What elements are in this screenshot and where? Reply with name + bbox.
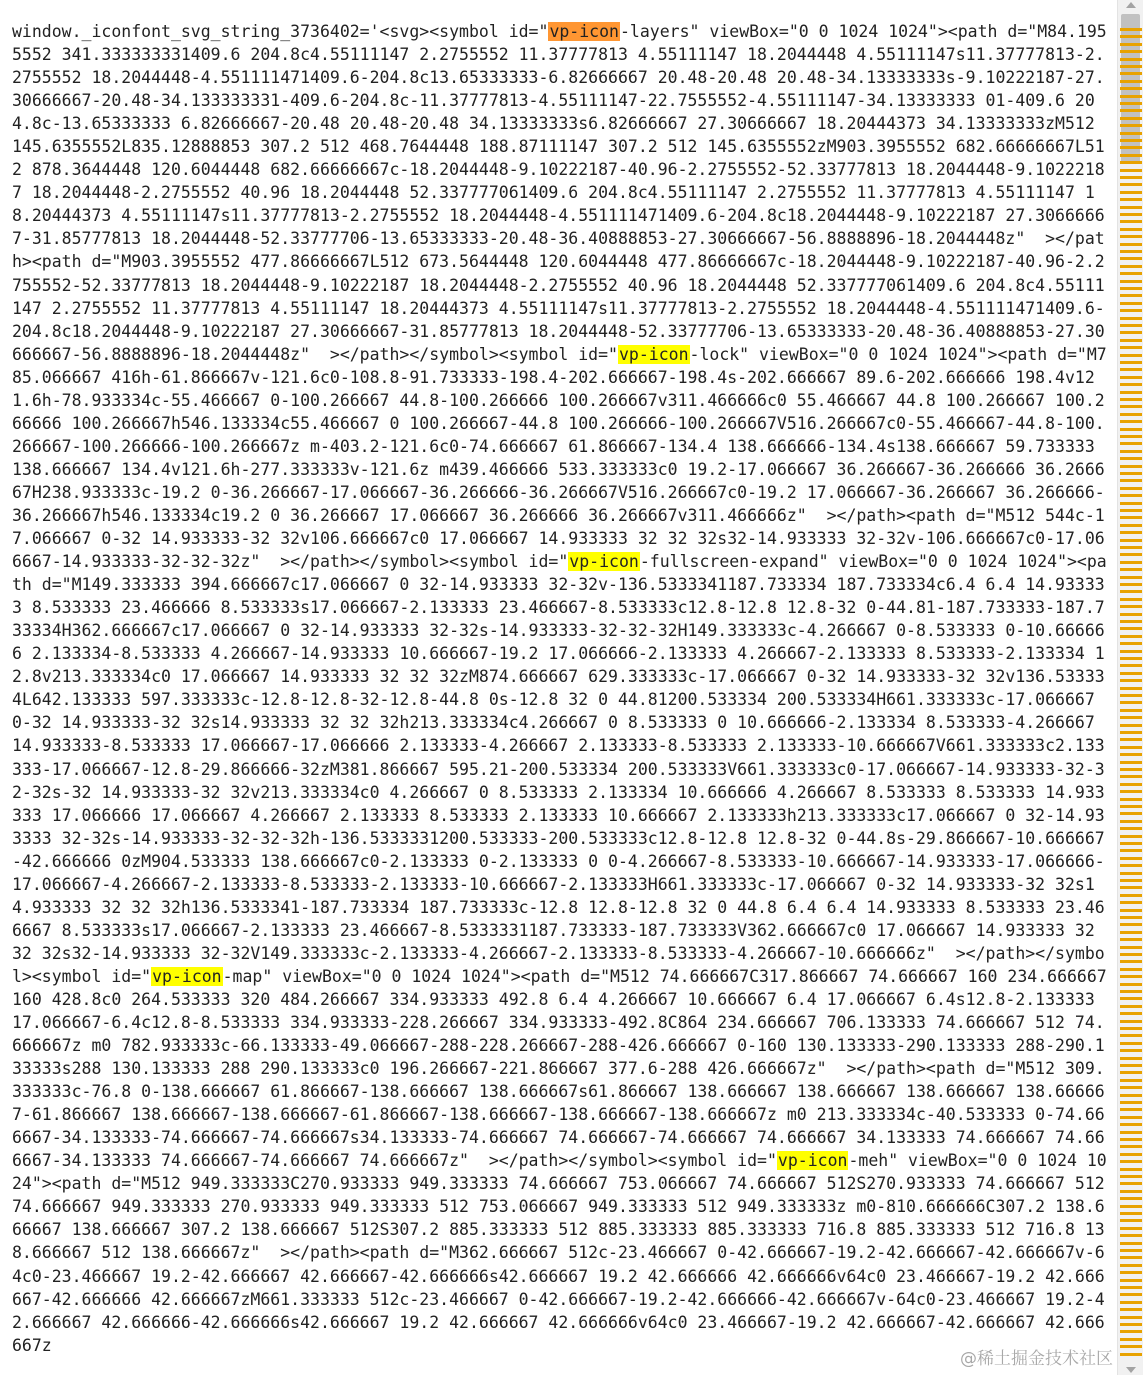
scroll-match-marker [1120,798,1142,801]
scroll-match-marker [1120,1057,1142,1060]
scroll-match-marker [1120,1182,1142,1185]
scroll-match-marker [1120,87,1142,90]
code-segment: window._iconfont_svg_string_3736402='<svg><symbol id=" [12,22,549,41]
scroll-match-marker [1120,95,1142,98]
scroll-match-marker [1120,1219,1142,1222]
scroll-match-marker [1120,531,1142,534]
scroll-match-marker [1120,1027,1142,1030]
scroll-match-marker [1120,968,1142,971]
code-segment: -lock" viewBox="0 0 1024 1024"><path d="M785.066667 416h-61.866667v-121.6c0-108.8-91.733333-198.4-202.666667-198.4s-202.666667 89.6-202.666666 198.4v121.6h-78.933334c-55.466667 0-100.266667 44.8-100.266666 100.266667v311.466666c0 55.466667 44.8 100.266667 100.266666 100.266667h546.133334c55.466667 0 100.266667-44.8 100.266666-100.266667V516.266667c0-55.466667-44.8-100.266667-100.266666-100.266667z m-403.2-121.6c0-74.666667 61.866667-134.4 138.666666-134.4s138.666667 59.733333 138.666667 134.4v121.6h-277.333333v-121.6z m439.466666 533.333333c0 19.2-17.066667 36.266667-36.266666 36.266667H238.933333c-19.2 0-36.266667-17.066667-36.266666-36.266667V516.266667c0-19.2 17.066667-36.266667 36.266666-36.266667h546.133334c19.2 0 36.266667 17.066667 36.266666 36.266667v311.466666z" ></path><path d="M512 544c-17.066667 0-32 14.933333-32 32v106.666667c0 17.066667 14.933333 32 32 32s32-14.933333 32-32v-106.666667c0-17.066667-14.933333-32-32-32z" ></path></symbol><symbol id=" [12,344,1107,572]
scroll-match-marker [1120,1242,1142,1245]
scroll-match-marker [1120,413,1142,416]
scroll-match-marker [1120,879,1142,882]
scroll-match-marker [1120,243,1142,246]
scroll-match-marker [1120,783,1142,786]
scroll-match-marker [1120,376,1142,379]
scroll-match-marker [1120,620,1142,623]
scroll-match-marker [1120,102,1142,105]
scroll-match-marker [1120,938,1142,941]
search-match: vp-icon [777,1151,848,1171]
scroll-match-marker [1120,1131,1142,1134]
scroll-match-marker [1120,849,1142,852]
scroll-match-marker [1120,1190,1142,1193]
scroll-match-marker [1120,1168,1142,1171]
scroll-match-marker [1120,198,1142,201]
scroll-match-marker [1120,842,1142,845]
scroll-match-marker [1120,465,1142,468]
scroll-match-marker [1120,442,1142,445]
scroll-match-marker [1120,738,1142,741]
scroll-match-marker [1120,790,1142,793]
scroll-match-marker [1120,169,1142,172]
scroll-match-marker [1120,1175,1142,1178]
scroll-match-marker [1120,1034,1142,1037]
scroll-match-marker [1120,613,1142,616]
scroll-match-marker [1120,546,1142,549]
code-segment: -map" viewBox="0 0 1024 1024"><path d="M512 74.666667C317.866667 74.666667 160 234.666667 160 428.8c0 264.533333 320 484.266667 334.933333 492.8 6.4 4.266667 10.666667 6.4 17.066667 6.4s12.8-2.133333 17.066667-6.4c12.8-8.533333 334.933333-228.266667 334.933333-492.8C864 234.666667 706.133333 74.666667 512 74.666667z m0 782.933333c-66.133333-49.066667-288-228.266667-288-426.666667 0-160 130.133333-290.133333 288-290.133333s288 130.133333 288 290.133333c0 196.266667-221.866667 377.6-288 426.666667z" ></path><path d="M512 309.333333c-76.8 0-138.666667 61.866667-138.666667 138.666667s61.866667 138.666667 138.666667 138.666667 138.666667-61.866667 138.666667-138.666667-61.866667-138.666667-138.666667-138.666667z m0 213.333334c-40.533333 0-74.666667-34.133333-74.666667-74.666667s34.133333-74.666667 74.666667-74.666667 74.666667 34.133333 74.666667 74.666667-34.133333 74.666667-74.666667 74.666667z" ></path></symbol><symbol id=" [12,966,1117,1171]
scroll-match-marker [1120,250,1142,253]
scroll-match-marker [1120,1286,1142,1289]
scroll-match-marker [1120,687,1142,690]
scroll-match-marker [1120,420,1142,423]
scroll-match-marker [1120,709,1142,712]
scroll-match-marker [1120,1279,1142,1282]
scroll-match-marker [1120,479,1142,482]
scroll-match-marker [1120,28,1142,31]
code-segment: -fullscreen-expand" viewBox="0 0 1024 1024"><path d="M149.333333 394.666667c17.066667 0 32-14.933333 32-32v-136.5333341187.733334 187.733334c6.4 6.4 14.933333 8.533333 23.466666 8.533333s17.066667-2.133333 23.466667-8.533333c12.8-12.8 12.8-32 0-44.81-187.733333-187.733334H362.666667c17.066667 0 32-14.933333 32-32s-14.933333-32-32-32H149.333333c-4.266667 0-8.533333 0-10.666666 2.133334-8.533333 4.266667-14.933333 10.666667-19.2 17.066666-2.133333 4.266667-2.133333 8.533333-2.133334 12.8v213.333334c0 17.066667 14.933333 32 32 32zM874.666667 629.333333c-17.066667 0-32 14.933333-32 32v136.533334L642.133333 597.333333c-12.8-12.8-32-12.8-44.8 0s-12.8 32 0 44.81200.533334 200.533334H661.333333c-17.066667 0-32 14.933333-32 32s14.933333 32 32 32h213.333334c4.266667 0 8.533333 0 10.666666-2.133334 8.533333-4.266667 14.933333-8.533333 17.066667-17.066666 2.133333-4.266667 2.133333-8.533333 2.133333-10.666667V661.333333c2.133333-17.066667-12.8-29.866666-32zM381.866667 595.21-200.533334 200.533333V661.333333c0-17.066667-14.933333-32-32-32s-32 14.933333-32 32v213.333334c0 4.266667 0 8.533333 2.133334 10.666666 4.266667 8.533333 8.533333 14.933333 17.066666 17.066667 4.266667 2.133333 8.533333 2.133333 10.666667 2.133333h213.333333c17.066667 0 32-14.933333 32-32s-14.933333-32-32-32h-136.5333331200.533333-200.533333c12.8-12.8 12.8-32 0-44.8s-29.866667-10.666667-42.666666 0zM904.533333 138.666667c0-2.133333 0-2.133333 0 0-4.266667-8.533333-10.666667-14.933333-17.066666-17.066667-4.266667-2.133333-8.533333-2.133333-10.666667-2.133333H661.333333c-17.066667 0-32 14.933333-32 32s14.933333 32 32 32h136.5333341-187.733334 187.733333c-12.8 12.8-12.8 32 0 44.8 6.4 6.4 14.933333 8.533333 23.466667 8.533333s17.066667-2.133333 23.466667-8.5333331187.733333-187.733333V362.666667c0 17.066667 14.933333 32 32 32s32-14.933333 32-32V149.333333c-2.133333-4.266667-2.133333-8.533333-4.266667-10.666666z" ></path></symbol><symbol id=" [12,552,1107,986]
scroll-match-marker [1120,590,1142,593]
scroll-match-marker [1120,309,1142,312]
scroll-match-marker [1120,346,1142,349]
scroll-match-marker [1120,1264,1142,1267]
scroll-match-marker [1120,1086,1142,1089]
scroll-match-marker [1120,672,1142,675]
scroll-match-marker [1120,983,1142,986]
scroll-match-marker [1120,820,1142,823]
scroll-match-marker [1120,1308,1142,1311]
scroll-match-marker [1120,894,1142,897]
scroll-match-marker [1120,339,1142,342]
scroll-match-marker [1120,953,1142,956]
scroll-match-marker [1120,901,1142,904]
scroll-match-marker [1120,1234,1142,1237]
scroll-match-marker [1120,746,1142,749]
scroll-match-marker [1120,960,1142,963]
scroll-match-marker [1120,990,1142,993]
watermark: @稀土掘金技术社区 [960,1349,1113,1369]
scroll-match-marker [1120,1049,1142,1052]
scroll-match-marker [1120,109,1142,112]
scroll-match-marker [1120,1256,1142,1259]
scroll-match-marker [1120,642,1142,645]
scroll-match-marker [1120,1227,1142,1230]
scroll-match-marker [1120,1323,1142,1326]
scroll-match-marker [1120,753,1142,756]
scroll-match-marker [1120,583,1142,586]
scroll-match-marker [1120,1145,1142,1148]
scroll-match-marker [1120,1138,1142,1141]
scroll-match-marker [1120,1153,1142,1156]
scroll-match-marker [1120,1116,1142,1119]
scroll-match-marker [1120,265,1142,268]
scroll-match-marker [1120,650,1142,653]
scroll-match-marker [1120,605,1142,608]
scroll-match-marker [1120,472,1142,475]
scroll-match-marker [1120,457,1142,460]
scroll-match-marker [1120,435,1142,438]
scroll-match-marker [1120,391,1142,394]
scroll-match-marker [1120,923,1142,926]
scroll-down-arrow-icon[interactable] [1126,1367,1136,1373]
code-text [12,20,1117,1357]
scroll-match-marker [1120,1020,1142,1023]
scroll-match-marker [1120,1101,1142,1104]
scroll-match-marker [1120,568,1142,571]
scroll-match-marker [1120,694,1142,697]
search-match: vp-icon [152,966,222,986]
scroll-match-marker [1120,317,1142,320]
search-match: vp-icon [569,552,639,572]
scroll-match-marker [1120,65,1142,68]
scroll-match-marker [1120,1071,1142,1074]
scroll-match-marker [1120,398,1142,401]
scroll-match-marker [1120,598,1142,601]
scroll-match-marker [1120,1330,1142,1333]
scroll-match-marker [1120,701,1142,704]
scroll-match-marker [1120,931,1142,934]
scroll-match-marker [1120,43,1142,46]
scroll-match-marker [1120,1079,1142,1082]
scroll-match-marker [1120,946,1142,949]
scroll-match-marker [1120,539,1142,542]
scroll-match-marker [1120,176,1142,179]
scroll-match-marker [1120,428,1142,431]
scroll-match-marker [1120,117,1142,120]
scroll-match-marker [1120,812,1142,815]
scroll-match-marker [1120,191,1142,194]
scroll-match-marker [1120,1012,1142,1015]
scroll-match-marker [1120,502,1142,505]
scroll-match-marker [1120,835,1142,838]
scroll-match-marker [1120,1108,1142,1111]
scroll-match-marker [1120,146,1142,149]
scroll-match-marker [1120,627,1142,630]
scroll-match-marker [1120,206,1142,209]
scroll-match-marker [1120,361,1142,364]
code-segment: -layers" viewBox="0 0 1024 1024"><path d="M84.1955552 341.333333331409.6 204.8c4.55111147 2.2755552 11.37777813 4.55111147 18.2044448 4.55111147s11.37777813-2.2755552 18.2044448-4.551111471409.6-204.8c13.65333333-6.82666667 20.48-20.48 20.48-34.13333333s-9.10222187-27.30666667-20.48-34.133333331-409.6-204.8c-11.37777813-4.55111147-22.7555552-4.55111147-34.13333333 01-409.6 204.8c-13.65333333 6.82666667-20.48 20.48-20.48 34.13333333s6.82666667 27.30666667 18.20444373 34.13333333zM512 145.6355552L835.12888853 307.2 512 468.7644448 188.87111147 307.2 512 145.6355552zM903.3955552 682.66666667L512 878.3644448 120.6044448 682.66666667c-18.2044448-9.10222187-40.96-2.2755552-52.33777813 18.2044448-9.10222187 18.2044448-2.2755552 40.96 18.2044448 52.337777061409.6 204.8c4.55111147 2.2755552 11.37777813 4.55111147 18.20444373 4.55111147s11.37777813-2.2755552 18.2044448-4.551111471409.6-204.8c18.2044448-9.10222187 27.30666667-31.85777813 18.2044448-52.33777706-13.65333333-20.48-36.40888853-27.30666667-56.8888896-18.2044448z" ></path><path d="M903.3955552 477.86666667L512 673.5644448 120.6044448 477.86666667c-18.2044448-9.10222187-40.96-2.2755552-52.33777813 18.2044448-9.10222187 18.2044448-2.2755552 40.96 18.2044448 52.337777061409.6 204.8c4.55111147 2.2755552 11.37777813 4.55111147 18.20444373 4.55111147s11.37777813-2.2755552 18.2044448-4.551111471409.6-204.8c18.2044448-9.10222187 27.30666667-31.85777813 18.2044448-52.33777706-13.65333333-20.48-36.40888853-27.30666667-56.8888896-18.2044448z" ></path></symbol><symbol id=" [12,22,1107,364]
scroll-match-marker [1120,872,1142,875]
scroll-match-marker [1120,487,1142,490]
vertical-scrollbar[interactable] [1117,0,1143,1375]
scroll-match-marker [1120,724,1142,727]
scroll-match-marker [1120,383,1142,386]
search-match: vp-icon [618,344,689,364]
scroll-match-marker [1120,1301,1142,1304]
scroll-match-marker [1120,1353,1142,1356]
scroll-match-marker [1120,657,1142,660]
scroll-match-marker [1120,161,1142,164]
scroll-match-marker [1120,405,1142,408]
scroll-match-marker [1120,516,1142,519]
scroll-match-marker [1120,1249,1142,1252]
scroll-match-marker [1120,154,1142,157]
scroll-match-marker [1120,916,1142,919]
scroll-match-marker [1120,72,1142,75]
scroll-match-marker [1120,235,1142,238]
scroll-match-marker [1120,1316,1142,1319]
scroll-match-marker [1120,886,1142,889]
scroll-match-marker [1120,272,1142,275]
scroll-match-marker [1120,257,1142,260]
scroll-match-marker [1120,80,1142,83]
scroll-match-marker [1120,324,1142,327]
scroll-match-marker [1120,731,1142,734]
scroll-match-marker [1120,679,1142,682]
scroll-up-arrow-icon[interactable] [1126,2,1136,8]
scroll-match-marker [1120,664,1142,667]
scroll-match-marker [1120,827,1142,830]
scroll-match-marker [1120,761,1142,764]
scroll-match-marker [1120,997,1142,1000]
scroll-match-marker [1120,368,1142,371]
scroll-match-marker [1120,183,1142,186]
scroll-match-marker [1120,1197,1142,1200]
scroll-match-marker [1120,509,1142,512]
scroll-match-marker [1120,524,1142,527]
scroll-match-marker [1120,1123,1142,1126]
scroll-match-marker [1120,635,1142,638]
scroll-match-marker [1120,1205,1142,1208]
scroll-match-marker [1120,576,1142,579]
scroll-match-marker [1120,294,1142,297]
scroll-match-marker [1120,909,1142,912]
scroll-match-marker [1120,1064,1142,1067]
scroll-match-marker [1120,228,1142,231]
scroll-match-marker [1120,768,1142,771]
scroll-match-marker [1120,331,1142,334]
scroll-match-marker [1120,287,1142,290]
scroll-match-marker [1120,1005,1142,1008]
scroll-match-marker [1120,864,1142,867]
scroll-match-marker [1120,857,1142,860]
scroll-match-marker [1120,50,1142,53]
scroll-match-marker [1120,124,1142,127]
scroll-match-marker [1120,139,1142,142]
scroll-match-marker [1120,1345,1142,1348]
scroll-match-marker [1120,450,1142,453]
scroll-match-marker [1120,1160,1142,1163]
scroll-match-marker [1120,1212,1142,1215]
scroll-match-marker [1120,561,1142,564]
scroll-match-marker [1120,58,1142,61]
scroll-match-marker [1120,220,1142,223]
scroll-match-marker [1120,35,1142,38]
scroll-match-marker [1120,1271,1142,1274]
code-segment: -meh" viewBox="0 0 1024 1024"><path d="M512 949.333333C270.933333 949.333333 74.666667 753.066667 74.666667 512S270.933333 74.666667 512 74.666667 949.333333 270.933333 949.333333 512 753.066667 949.333333 512 949.333333z m0-810.666666C307.2 138.666667 138.666667 307.2 138.666667 512S307.2 885.333333 512 885.333333 885.333333 716.8 885.333333 512 716.8 138.666667 512 138.666667z" ></path><path d="M362.666667 512c-23.466667 0-42.666667-19.2-42.666667-42.666667v-64c0-23.466667 19.2-42.666667 42.666667-42.666666s42.666667 19.2 42.666666 42.666666v64c0 23.466667-19.2 42.666667-42.666666 42.666667zM661.333333 512c-23.466667 0-42.666667-19.2-42.666666-42.666667v-64c0-23.466667 19.2-42.666667 42.666666-42.666666s42.666667 19.2 42.666667 42.666666v64c0 23.466667-19.2 42.666667-42.666667 42.666667z [12,1151,1115,1355]
scroll-match-marker [1120,975,1142,978]
scroll-match-marker [1120,494,1142,497]
scroll-match-marker [1120,354,1142,357]
scroll-match-marker [1120,132,1142,135]
scroll-match-marker [1120,1338,1142,1341]
current-search-match: vp-icon [549,22,619,41]
scroll-match-marker [1120,1293,1142,1296]
scroll-match-marker [1120,805,1142,808]
scroll-match-marker [1120,553,1142,556]
scroll-match-marker [1120,213,1142,216]
scroll-match-marker [1120,302,1142,305]
scroll-match-marker [1120,1042,1142,1045]
scroll-match-marker [1120,775,1142,778]
scroll-match-marker [1120,716,1142,719]
scroll-match-marker [1120,280,1142,283]
scroll-match-marker [1120,1094,1142,1097]
